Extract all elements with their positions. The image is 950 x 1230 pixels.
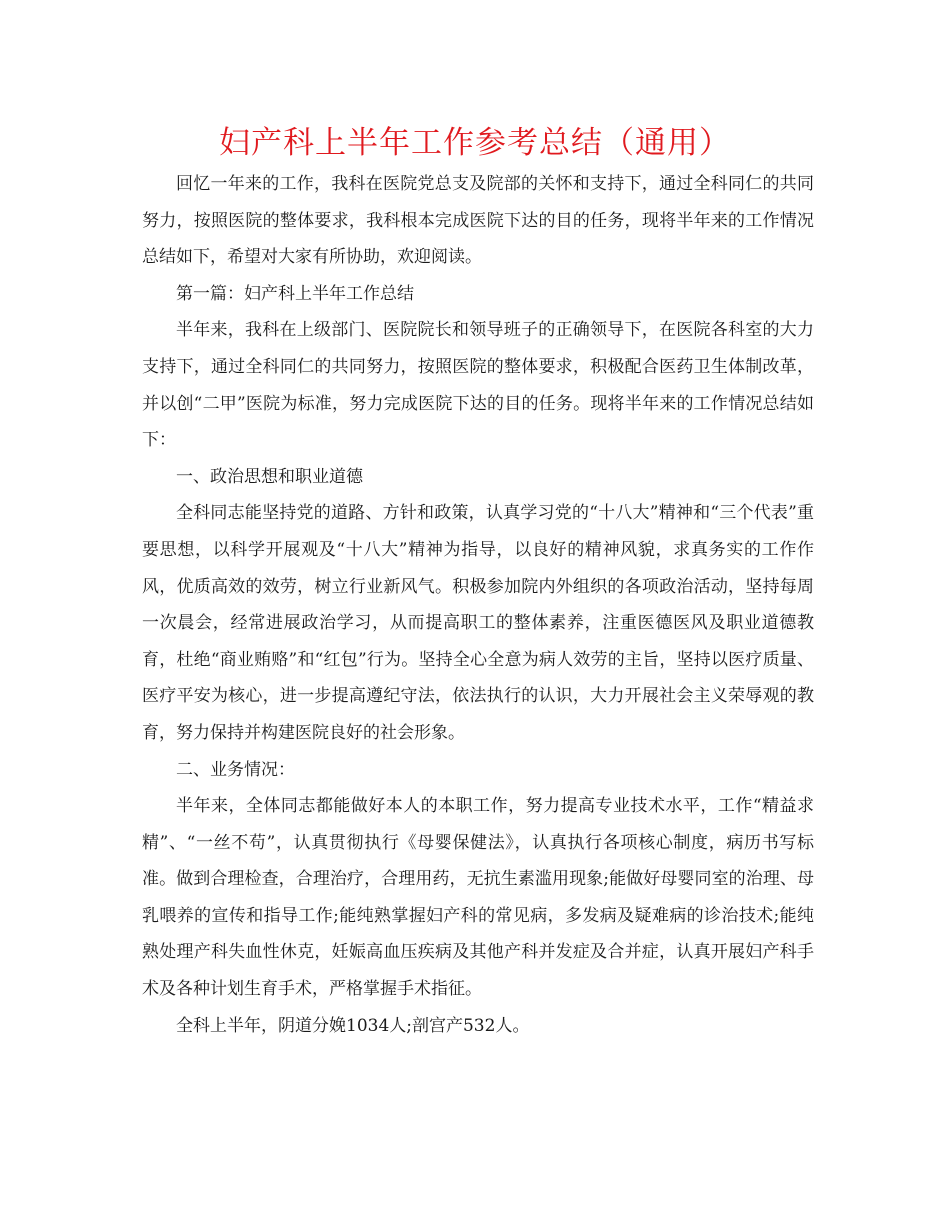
overview-paragraph: 半年来，我科在上级部门、医院院长和领导班子的正确领导下，在医院各科室的大力支持下，通过全科同仁的共同努力，按照医院的整体要求，积极配合医药卫生体制改革，并以创“二甲”医院为标准，努力完成医院下达的目的任务。现将半年来的工作情况总结如下： bbox=[142, 320, 814, 451]
politics-paragraph: 全科同志能坚持党的道路、方针和政策，认真学习党的“十八大”精神和“三个代表”重要思想，以科学开展观及“十八大”精神为指导，以良好的精神风貌，求真务实的工作作风，优质高效的效劳，树立行业新风气。积极参加院内外组织的各项政治活动，坚持每周一次晨会，经常进展政治学习，从而提高职工的整体素养，注重医德医风及职业道德教育，杜绝“商业贿赂”和“红包”行为。坚持全心全意为病人效劳的主旨，坚持以医疗质量、医疗平安为核心，进一步提高遵纪守法，依法执行的认识，大力开展社会主义荣辱观的教育，努力保持并构建医院良好的社会形象。 bbox=[142, 503, 814, 743]
section-heading-part-one: 第一篇：妇产科上半年工作总结 bbox=[176, 283, 414, 304]
document-title: 妇产科上半年工作参考总结（通用） bbox=[219, 125, 731, 161]
intro-paragraph: 回忆一年来的工作，我科在医院党总支及院部的关怀和支持下，通过全科同仁的共同努力，按照医院的整体要求，我科根本完成医院下达的目的任务，现将半年来的工作情况总结如下，希望对大家有所协助，欢迎阅读。 bbox=[142, 174, 814, 268]
document-body bbox=[142, 166, 814, 1044]
section-heading-politics: 一、政治思想和职业道德 bbox=[176, 466, 363, 487]
business-paragraph: 半年来，全体同志都能做好本人的本职工作，努力提高专业技术水平，工作“精益求精”、“一丝不苟”，认真贯彻执行《母婴保健法》，认真执行各项核心制度，病历书写标准。做到合理检查，合理治疗，合理用药，无抗生素滥用现象;能做好母婴同室的治理、母乳喂养的宣传和指导工作;能纯熟掌握妇产科的常见病，多发病及疑难病的诊治技术;能纯熟处理产科失血性休克，妊娠高血压疾病及其他产科并发症及合并症，认真开展妇产科手术及各种计划生育手术，严格掌握手术指征。 bbox=[142, 796, 814, 1000]
delivery-stats-paragraph: 全科上半年，阴道分娩1034人;剖宫产532人。 bbox=[176, 1015, 530, 1036]
section-heading-business: 二、业务情况： bbox=[176, 759, 295, 780]
